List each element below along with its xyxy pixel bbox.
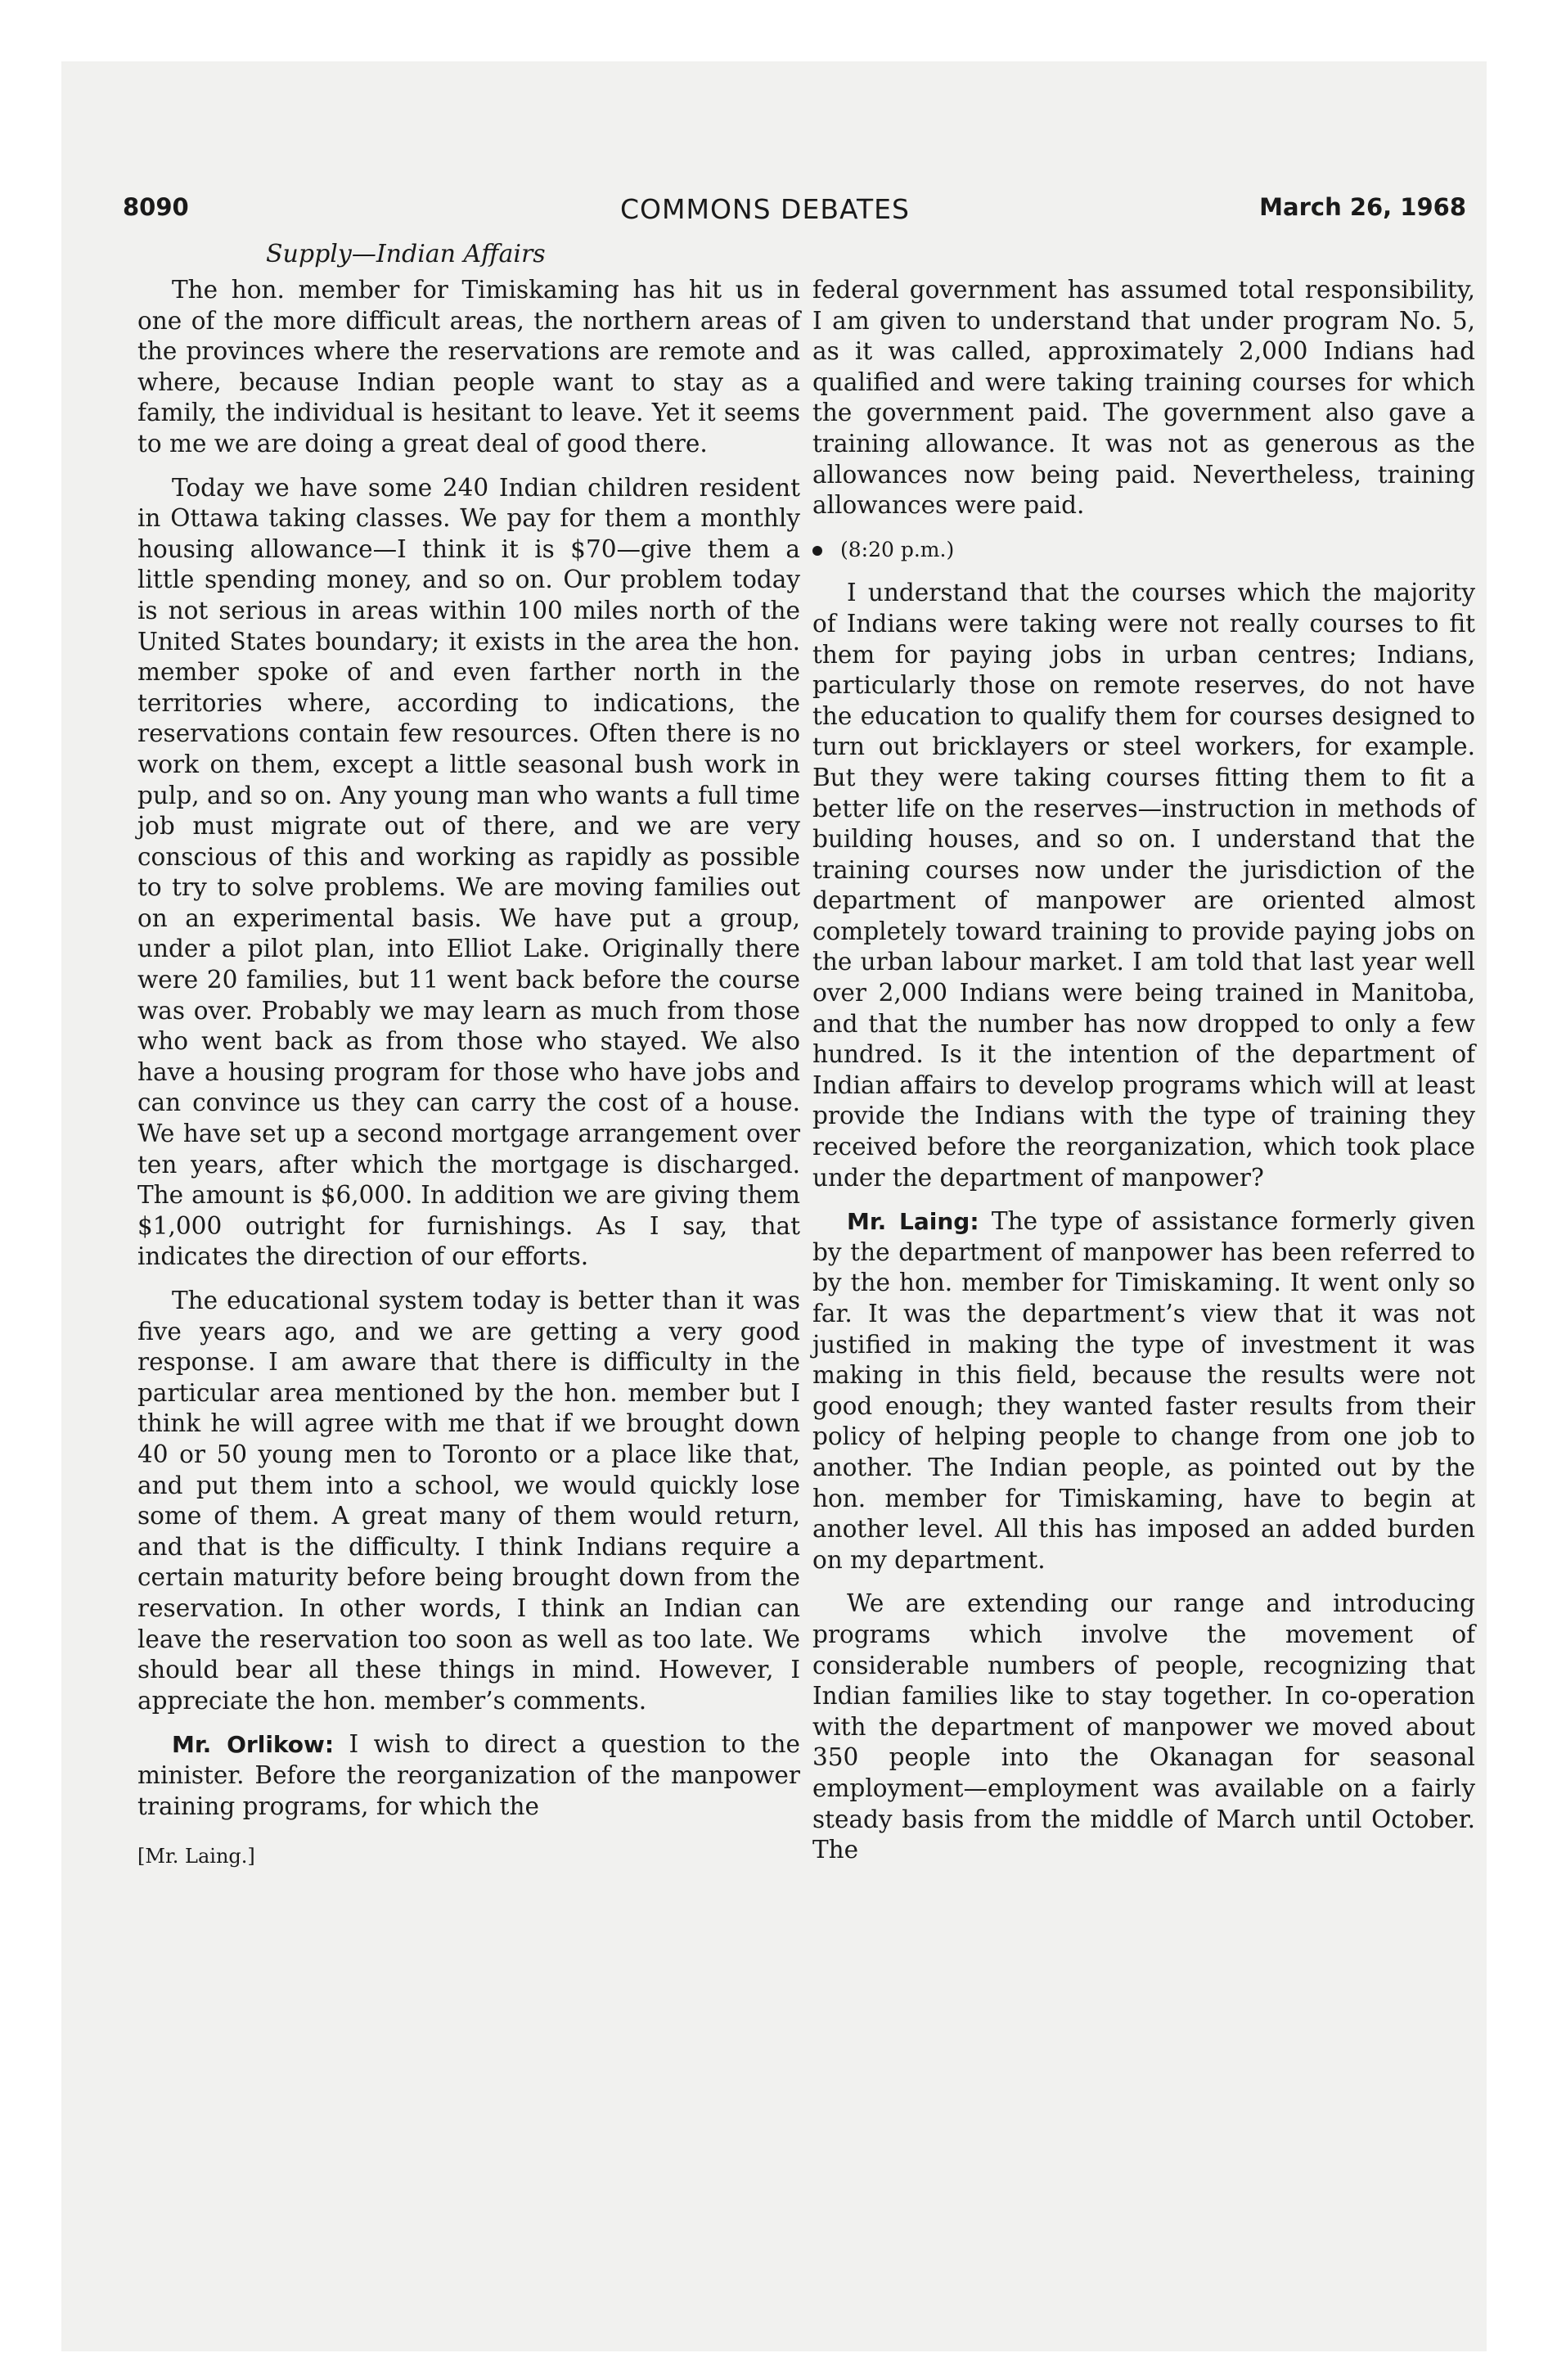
speech-paragraph [812,1206,1475,1575]
page-number: 8090 [123,193,189,221]
attribution: [Mr. Laing.] [137,1845,255,1868]
time-text: (8:20 p.m.) [840,537,955,561]
time-stamp [812,534,1475,566]
paragraph: federal government has assumed total responsibility, I am given to understand that under program No. 5, as it was called, approximately 2,000 Indians had qualified and were taking training courses for which the government paid. The government also gave a training allowance. It was not as generous as the allowances now being paid. Nevertheless, training allowances were paid. [812,276,1475,520]
paragraph: We are extending our range and introducing programs which involve the movement of considerable numbers of people, recognizing that Indian families like to stay together. In co-operation with the department of manpower we moved about 350 people into the Okanagan for seasonal employment—employment was available on a fairly steady basis from the middle of March until October. The [812,1589,1475,1864]
bullet-icon [812,546,822,556]
paragraph: The educational system today is better than it was five years ago, and we are getting a very good response. I am aware that there is difficulty in the particular area mentioned by the hon. member but I think he will agree with me that if we brought down 40 or 50 young men to Toronto or a place like that, and put them into a school, we would quickly lose some of them. A great many of them would return, and that is the difficulty. I think Indians require a certain maturity before being brought down from the reservation. In other words, I think an Indian can leave the reservation too soon as well as too late. We should bear all these things in mind. However, I appreciate the hon. member’s comments. [137,1287,800,1715]
paragraph: The hon. member for Timiskaming has hit us in one of the more difficult areas, the northern areas of the provinces where the reservations are remote and where, because Indian people want to stay as a family, the individual is hesitant to leave. Yet it seems to me we are doing a great deal of good there. [137,276,800,458]
right-column [812,275,1475,1879]
speech-paragraph [137,1729,800,1822]
speaker-name: Mr. Laing: [847,1208,979,1236]
issue-date: March 26, 1968 [1259,193,1466,221]
page-header [123,193,1466,234]
paragraph: I understand that the courses which the majority of Indians were taking were not really courses to fit them for paying jobs in urban centres; Indians, particularly those on remote reserves, do not have the education to qualify them for courses designed to turn out bricklayers or steel workers, for example. But they were taking courses fitting them to fit a better life on the reserves—instruction in methods of building houses, and so on. I understand that the training courses now under the jurisdiction of the department of manpower are oriented almost completely toward training to provide paying jobs on the urban labour market. I am told that last year well over 2,000 Indians were being trained in Manitoba, and that the number has now dropped to only a few hundred. Is it the intention of the department of Indian affairs to develop programs which will at least provide the Indians with the type of training they received before the reorganization, which took place under the department of manpower? [812,579,1475,1192]
left-column [137,275,800,1873]
paragraph: Today we have some 240 Indian children resident in Ottawa taking classes. We pay for them a monthly housing allowance—I think it is $70—give them a little spending money, and so on. Our problem today is not serious in areas within 100 miles north of the United States boundary; it exists in the area the hon. member spoke of and even farther north in the territories where, according to indications, the reservations contain few resources. Often there is no work on them, except a little seasonal bush work in pulp, and so on. Any young man who wants a full time job must migrate out of there, and we are very conscious of this and working as rapidly as possible to try to solve problems. We are moving families out on an experimental basis. We have put a group, under a pilot plan, into Elliot Lake. Originally there were 20 families, but 11 went back before the course was over. Probably we may learn as much from those who went back as from those who stayed. We also have a housing program for those who have jobs and can convince us they can carry the cost of a house. We have set up a second mortgage arrangement over ten years, after which the mortgage is discharged. The amount is $6,000. In addition we are giving them $1,000 outright for furnishings. As I say, that indicates the direction of our efforts. [137,473,801,1271]
section-heading: Supply—Indian Affairs [266,240,546,268]
speaker-name: Mr. Orlikow: [172,1731,335,1759]
journal-title: COMMONS DEBATES [620,193,910,225]
speech-text: I wish to direct a question to the minister. Before the reorganization of the manpower training programs, for which the [137,1730,800,1820]
speech-text: The type of assistance formerly given by the department of manpower has been referred to by the hon. member for Timiskaming. It went only so far. It was the department’s view that it was not justified in making the type of investment it was making in this field, because the results were not good enough; they wanted faster results from their policy of helping people to change from one job to another. The Indian people, as pointed out by the hon. member for Timiskaming, have to begin at another level. All this has imposed an added burden on my department. [812,1207,1476,1574]
